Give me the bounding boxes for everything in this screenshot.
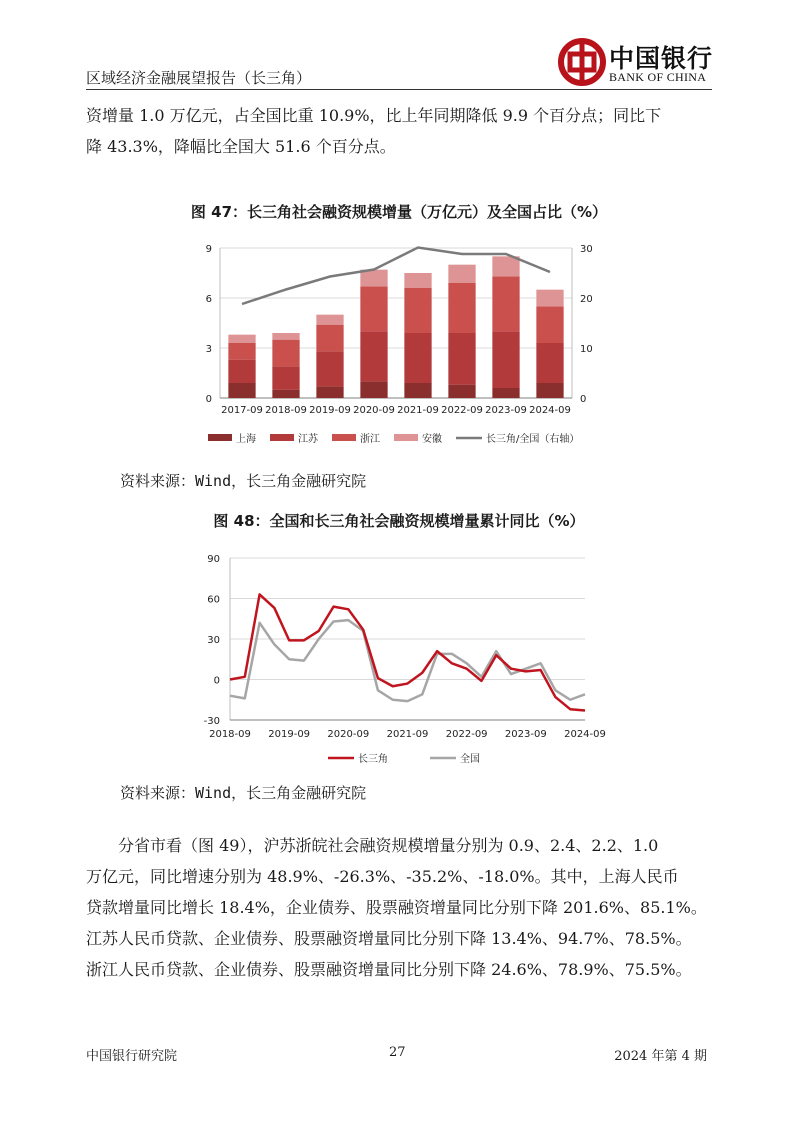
legend-swatch-3 <box>394 434 418 441</box>
x-tick-2021-09: 2021-09 <box>386 729 429 740</box>
figure-47-chart <box>190 236 610 454</box>
bar-安徽-2019-09 <box>316 315 343 325</box>
legend-label-3: 安徽 <box>422 434 442 445</box>
legend-swatch-1 <box>270 434 294 441</box>
y-left-tick-3: 9 <box>205 244 212 255</box>
body-line-3: 贷款增量同比增长 18.4%，企业债券、股票融资增量同比分别下降 201.6%、85.1%。 <box>86 898 707 917</box>
legend-swatch-2 <box>332 434 356 441</box>
legend-label-0: 上海 <box>236 434 256 445</box>
x-tick-2019-09: 2019-09 <box>268 729 311 740</box>
legend-label-2: 浙江 <box>360 434 380 445</box>
bar-江苏-2017-09 <box>228 360 255 383</box>
legend-label-1: 全国 <box>460 754 480 765</box>
logo-english-text: BANK OF CHINA <box>609 70 707 84</box>
bar-上海-2023-09 <box>492 388 519 398</box>
bar-江苏-2021-09 <box>404 333 431 383</box>
page-number: 27 <box>389 1045 406 1060</box>
bar-江苏-2018-09 <box>272 366 299 389</box>
y-right-tick-1: 10 <box>580 344 593 355</box>
x-tick-2022-09: 2022-09 <box>445 729 488 740</box>
bar-上海-2018-09 <box>272 390 299 398</box>
x-tick-2021-09: 2021-09 <box>397 405 439 416</box>
figure-47-source: 资料来源：Wind，长三角金融研究院 <box>120 472 367 490</box>
logo-chinese-text: 中国银行 <box>609 44 714 73</box>
boc-emblem-icon <box>557 37 607 87</box>
x-tick-2023-09: 2023-09 <box>504 729 547 740</box>
line-series-全国 <box>230 620 585 701</box>
y-right-tick-3: 30 <box>580 244 593 255</box>
figure-48-title: 图 48：全国和长三角社会融资规模增量累计同比（%） <box>213 512 585 530</box>
body-line-1: 分省市看（图 49），沪苏浙皖社会融资规模增量分别为 0.9、2.4、2.2、1.0 <box>118 836 659 855</box>
legend-swatch-0 <box>208 434 232 441</box>
bar-上海-2024-09 <box>536 383 563 398</box>
intro-line-2: 降 43.3%，降幅比全国大 51.6 个百分点。 <box>86 137 396 156</box>
bar-江苏-2022-09 <box>448 333 475 385</box>
bar-浙江-2022-09 <box>448 283 475 333</box>
bar-江苏-2020-09 <box>360 331 387 381</box>
x-tick-2018-09: 2018-09 <box>209 729 251 740</box>
legend-label-0: 长三角 <box>358 754 388 765</box>
bar-上海-2019-09 <box>316 386 343 398</box>
bar-上海-2017-09 <box>228 383 255 398</box>
figure-47-title: 图 47：长三角社会融资规模增量（万亿元）及全国占比（%） <box>190 203 608 221</box>
body-paragraph <box>86 830 716 985</box>
header-divider <box>86 89 712 90</box>
x-tick-2017-09: 2017-09 <box>221 405 263 416</box>
bar-安徽-2023-09 <box>492 256 519 276</box>
bar-浙江-2020-09 <box>360 286 387 331</box>
figure-48-source: 资料来源：Wind，长三角金融研究院 <box>120 784 367 802</box>
body-line-4: 江苏人民币贷款、企业债券、股票融资增量同比分别下降 13.4%、94.7%、78.5%。 <box>86 929 692 948</box>
legend-label-4: 长三角/全国（右轴） <box>486 434 580 445</box>
bar-安徽-2018-09 <box>272 333 299 340</box>
bar-江苏-2019-09 <box>316 351 343 386</box>
bar-浙江-2019-09 <box>316 325 343 352</box>
y-tick-1: 0 <box>213 675 220 687</box>
x-tick-2019-09: 2019-09 <box>309 405 351 416</box>
y-tick-4: 90 <box>207 554 220 565</box>
figure-48-chart <box>190 548 610 770</box>
intro-line-1: 资增量 1.0 万亿元，占全国比重 10.9%，比上年同期降低 9.9 个百分点；同比下 <box>86 106 662 125</box>
x-tick-2020-09: 2020-09 <box>327 729 370 740</box>
body-line-5: 浙江人民币贷款、企业债券、股票融资增量同比分别下降 24.6%、78.9%、75.5%。 <box>86 960 692 979</box>
y-right-tick-2: 20 <box>580 294 593 305</box>
body-line-2: 万亿元，同比增速分别为 48.9%、-26.3%、-35.2%、-18.0%。其中，上海人民币 <box>86 867 679 886</box>
bar-浙江-2018-09 <box>272 340 299 367</box>
report-title: 区域经济金融展望报告（长三角） <box>86 69 312 87</box>
legend-label-1: 江苏 <box>298 434 318 445</box>
x-tick-2018-09: 2018-09 <box>265 405 307 416</box>
x-tick-2023-09: 2023-09 <box>485 405 527 416</box>
x-tick-2024-09: 2024-09 <box>529 405 571 416</box>
bar-安徽-2021-09 <box>404 273 431 288</box>
bar-上海-2021-09 <box>404 383 431 398</box>
y-left-tick-2: 6 <box>205 294 212 305</box>
x-tick-2024-09: 2024-09 <box>564 729 606 740</box>
y-left-tick-0: 0 <box>205 394 212 405</box>
x-tick-2020-09: 2020-09 <box>353 405 395 416</box>
y-tick-0: -30 <box>203 716 220 727</box>
x-tick-2022-09: 2022-09 <box>441 405 483 416</box>
y-right-tick-0: 0 <box>580 394 587 405</box>
bar-江苏-2023-09 <box>492 331 519 388</box>
bar-浙江-2023-09 <box>492 276 519 331</box>
bar-安徽-2024-09 <box>536 290 563 307</box>
bar-浙江-2017-09 <box>228 343 255 360</box>
bar-安徽-2017-09 <box>228 335 255 343</box>
bank-of-china-logo <box>557 37 717 89</box>
bar-上海-2022-09 <box>448 385 475 398</box>
y-tick-3: 60 <box>207 594 220 606</box>
bar-浙江-2024-09 <box>536 306 563 343</box>
intro-paragraph <box>86 100 716 162</box>
footer-right: 2024 年第 4 期 <box>614 1049 707 1064</box>
bar-安徽-2022-09 <box>448 265 475 283</box>
y-left-tick-1: 3 <box>205 344 212 355</box>
bar-上海-2020-09 <box>360 381 387 398</box>
bar-江苏-2024-09 <box>536 343 563 383</box>
footer-left: 中国银行研究院 <box>86 1049 178 1064</box>
bar-浙江-2021-09 <box>404 288 431 333</box>
y-tick-2: 30 <box>207 635 220 646</box>
